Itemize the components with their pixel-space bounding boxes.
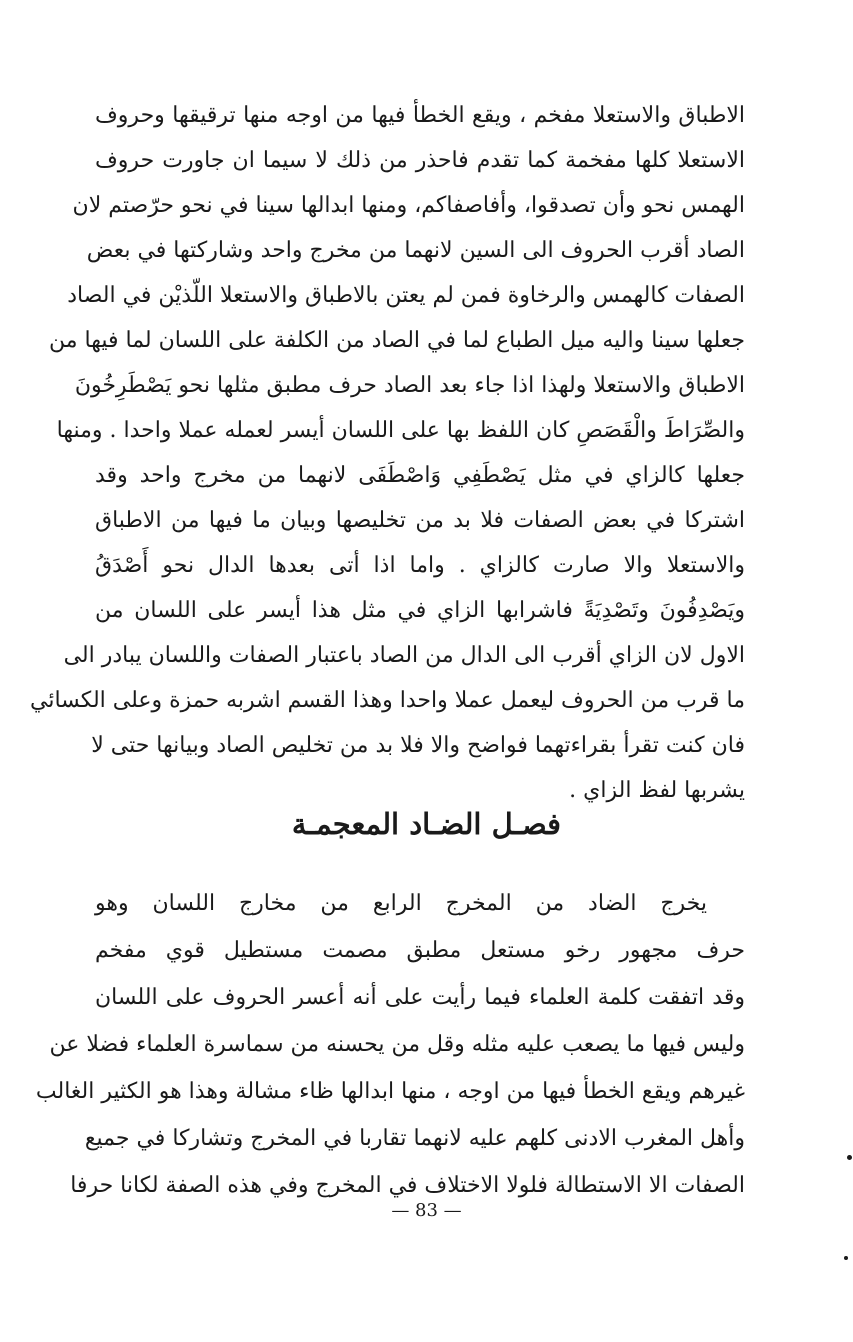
text-line: يشربها لفظ الزاي .	[569, 778, 745, 803]
text-line: الصفات كالهمس والرخاوة فمن لم يعتن بالاطباق والاستعلا اللّذيْن في الصاد	[67, 283, 745, 308]
text-line: الاطباق والاستعلا ولهذا اذا جاء بعد الصاد حرف مطبق مثلها نحو يَصْطَرِخُونَ	[74, 373, 745, 398]
section-heading: فصـل الضـاد المعجمـة	[291, 807, 562, 841]
text-line: ويَصْدِفُونَ وتَصْدِيَةً فاشرابها الزاي في مثل هذا أيسر على اللسان من	[95, 598, 745, 623]
text-line: جعلها سينا واليه ميل الطباع لما في الصاد من الكلفة على اللسان لما فيها من	[48, 328, 745, 353]
text-line: وليس فيها ما يصعب عليه مثله وقل من يحسنه من سماسرة العلماء فضلا عن	[49, 1032, 745, 1057]
text-line: غيرهم ويقع الخطأ فيها من اوجه ، منها ابدالها ظاء مشالة وهذا هو الكثير الغالب	[35, 1079, 745, 1104]
text-line: الصفات الا الاستطالة فلولا الاختلاف في المخرج وفي هذه الصفة لكانا حرفا	[70, 1173, 745, 1198]
text-line: والصِّرَاطَ والْقَصَصِ كان اللفظ بها على اللسان أيسر لعمله عملا واحدا . ومنها	[56, 418, 745, 443]
margin-dot	[847, 1155, 852, 1160]
text-line: الاطباق والاستعلا مفخم ، ويقع الخطأ فيها من اوجه منها ترقيقها وحروف	[95, 103, 745, 128]
page-number: — 83 —	[391, 1200, 462, 1221]
text-line: ما قرب من الحروف ليعمل عملا واحدا وهذا القسم اشربه حمزة وعلى الكسائي	[30, 688, 745, 713]
text-line: الهمس نحو وأن تصدقوا، وأفاصفاكم، ومنها ابدالها سينا في نحو حرّصتم لان	[72, 193, 745, 218]
text-line: الاول لان الزاي أقرب الى الدال من الصاد باعتبار الصفات واللسان يبادر الى	[63, 643, 745, 668]
paragraph-1	[30, 93, 745, 813]
text-line: وأهل المغرب الادنى كلهم عليه لانهما تقاربا في المخرج وتشاركا في جميع	[84, 1126, 745, 1151]
text-line: الاستعلا كلها مفخمة كما تقدم فاحذر من ذلك لا سيما ان جاورت حروف	[95, 148, 745, 173]
text-line: الصاد أقرب الحروف الى السين لانهما من مخرج واحد وشاركتها في بعض	[86, 238, 745, 263]
text-line: يخرج الضاد من المخرج الرابع من مخارج اللسان وهو	[95, 891, 707, 916]
text-line: والاستعلا والا صارت كالزاي . واما اذا أتى بعدها الدال نحو أَصْدَقُ	[95, 553, 745, 578]
text-line: وقد اتفقت كلمة العلماء فيما رأيت على أنه أعسر الحروف على اللسان	[95, 985, 745, 1010]
text-line: جعلها كالزاي في مثل يَصْطَفِي وَاصْطَفَى لانهما من مخرج واحد وقد	[95, 463, 745, 488]
text-line: حرف مجهور رخو مستعل مطبق مصمت مستطيل قوي مفخم	[95, 938, 745, 963]
paragraph-2	[35, 880, 745, 1209]
text-line: اشتركا في بعض الصفات فلا بد من تخليصها وبيان ما فيها من الاطباق	[95, 508, 745, 533]
margin-dot	[844, 1256, 848, 1260]
text-line: فان كنت تقرأ بقراءتهما فواضح والا فلا بد من تخليص الصاد وبيانها حتى لا	[91, 733, 745, 758]
